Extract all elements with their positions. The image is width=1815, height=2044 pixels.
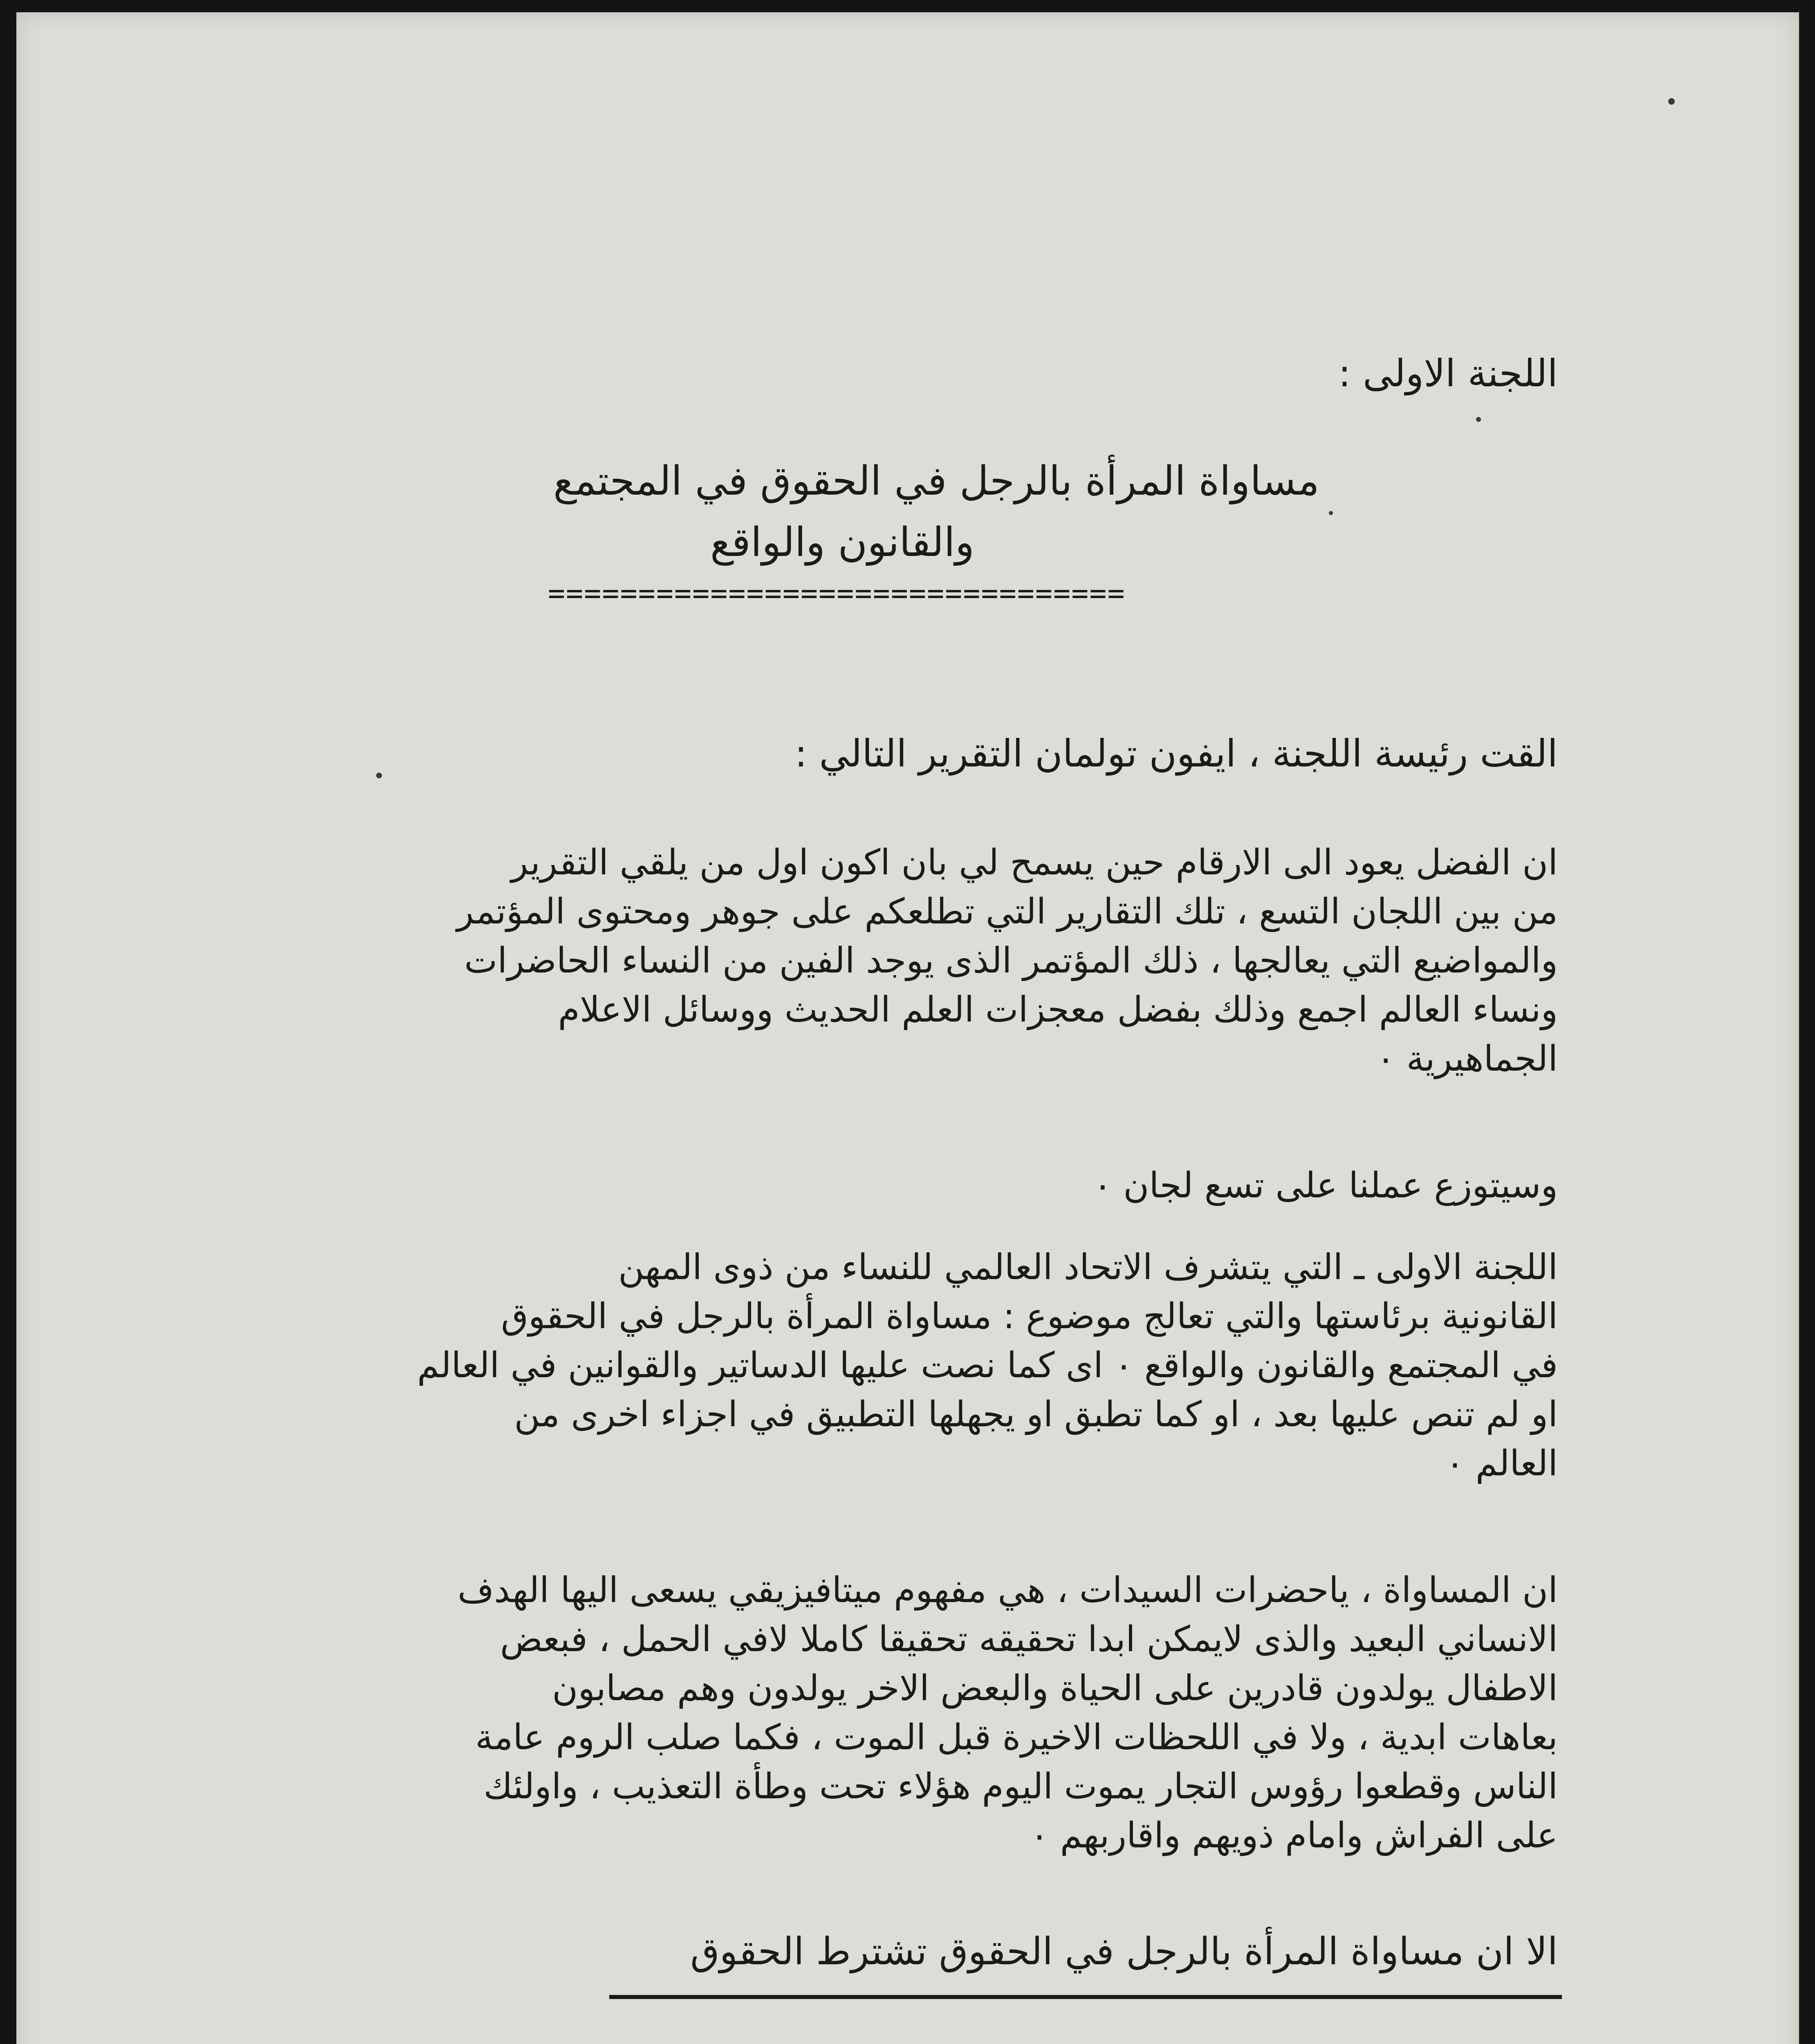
paragraph-line: او لم تنص عليها بعد ، او كما تطبق او يجهلها التطبيق في اجزاء اخرى من	[514, 1394, 1558, 1435]
committee-heading: اللجنة الاولى :	[1338, 352, 1558, 395]
paragraph-1	[254, 838, 1558, 1083]
document-title-line-1: مساواة المرأة بالرجل في الحقوق في المجتمع	[553, 458, 1319, 504]
paper-speck	[1476, 417, 1481, 422]
paragraph-line: القانونية برئاستها والتي تعالج موضوع : مساواة المرأة بالرجل في الحقوق	[501, 1296, 1558, 1337]
paragraph-line: بعاهات ابدية ، ولا في اللحظات الاخيرة قبل الموت ، فكما صلب الروم عامة	[475, 1717, 1558, 1758]
intro-line: القت رئيسة اللجنة ، ايفون تولمان التقرير التالي :	[794, 732, 1558, 775]
paper-speck	[376, 773, 382, 778]
paragraph-line: العالم ٠	[1445, 1443, 1558, 1484]
title-double-rule: ================================	[548, 576, 1126, 610]
document-title-line-2: والقانون والواقع	[710, 519, 975, 566]
paragraph-line: الانساني البعيد والذى لايمكن ابدا تحقيقه تحقيقا كاملا لافي الحمل ، فبعض	[500, 1619, 1558, 1660]
section-subheading: الا ان مساواة المرأة بالرجل في الحقوق تشترط الحقوق	[690, 1930, 1558, 1973]
paragraph-line: الجماهيرية ٠	[1376, 1038, 1558, 1079]
paragraph-3	[254, 1243, 1558, 1488]
subheading-underline	[609, 1995, 1562, 1999]
paper-speck	[1668, 98, 1675, 105]
paragraph-4	[254, 1566, 1558, 1860]
paragraph-2	[254, 1161, 1558, 1210]
paper-speck	[1329, 511, 1333, 515]
paragraph-line: والمواضيع التي يعالجها ، ذلك المؤتمر الذى يوجد الفين من النساء الحاضرات	[464, 940, 1558, 981]
paragraph-line: الاطفال يولدون قادرين على الحياة والبعض الاخر يولدون وهم مصابون	[552, 1668, 1558, 1709]
paragraph-line: في المجتمع والقانون والواقع ٠ اى كما نصت عليها الدساتير والقوانين في العالم	[417, 1345, 1558, 1386]
paragraph-line: على الفراش وامام ذويهم واقاربهم ٠	[1030, 1815, 1558, 1856]
paragraph-line: ونساء العالم اجمع وذلك بفضل معجزات العلم الحديث ووسائل الاعلام	[558, 989, 1558, 1030]
paragraph-line: ان الفضل يعود الى الارقام حين يسمح لي بان اكون اول من يلقي التقرير	[511, 842, 1558, 883]
paragraph-line: ان المساواة ، ياحضرات السيدات ، هي مفهوم ميتافيزيقي يسعى اليها الهدف	[458, 1570, 1558, 1611]
paragraph-line: من بين اللجان التسع ، تلك التقارير التي تطلعكم على جوهر ومحتوى المؤتمر	[456, 891, 1558, 932]
paragraph-line: الناس وقطعوا رؤوس التجار يموت اليوم هؤلاء تحت وطأة التعذيب ، واولئك	[483, 1766, 1558, 1807]
paragraph-line: اللجنة الاولى ـ التي يتشرف الاتحاد العالمي للنساء من ذوى المهن	[618, 1247, 1558, 1288]
paragraph-line: وسيتوزع عملنا على تسع لجان ٠	[1093, 1165, 1558, 1206]
document-page	[16, 12, 1799, 2044]
